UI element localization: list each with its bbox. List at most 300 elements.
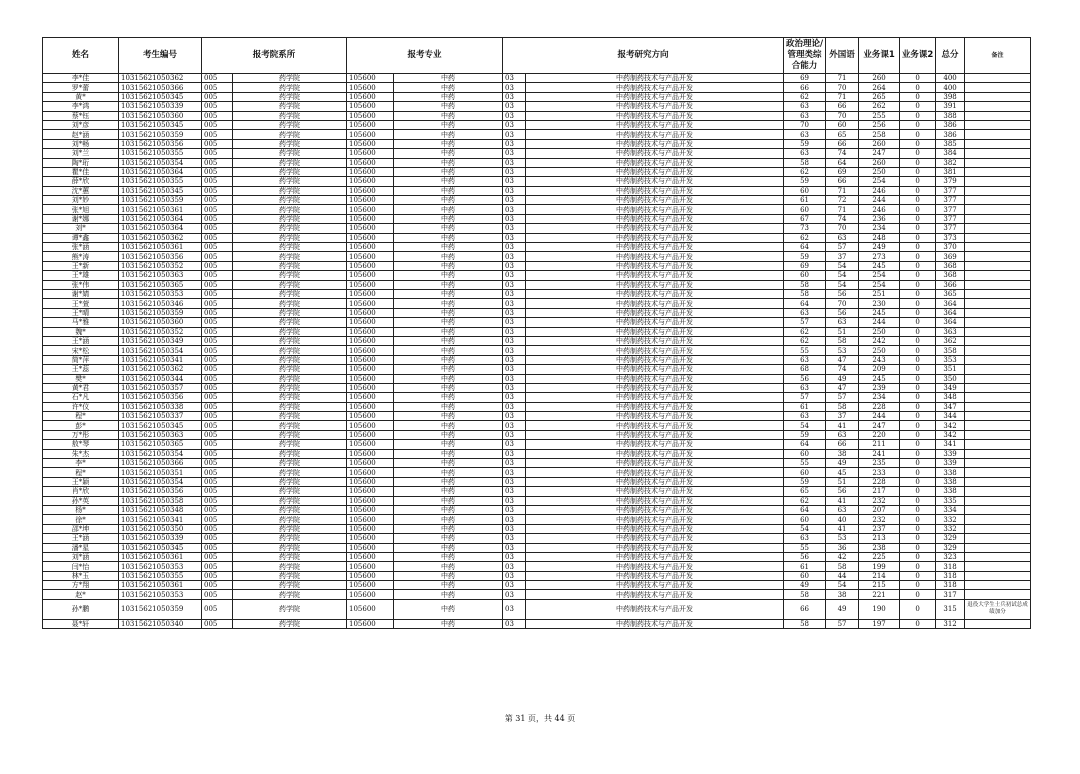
table-row [43, 271, 1031, 280]
politics-cell: 61 [784, 562, 826, 571]
major-code-cell: 105600 [347, 243, 394, 252]
name-cell: 刘*兰 [43, 149, 119, 158]
subj1-cell: 235 [859, 459, 900, 468]
dept-name-cell: 药学院 [233, 149, 347, 158]
dir-name-cell: 中药制药技术与产品开发 [526, 571, 784, 580]
dir-code-cell: 03 [503, 562, 526, 571]
exam-no-cell: 10315621050365 [119, 280, 202, 289]
major-name-cell: 中药 [394, 233, 503, 242]
table-row [43, 130, 1031, 139]
dept-code-cell: 005 [202, 233, 233, 242]
exam-no-cell: 10315621050361 [119, 243, 202, 252]
major-name-cell: 中药 [394, 139, 503, 148]
table-row [43, 571, 1031, 580]
major-code-cell: 105600 [347, 496, 394, 505]
name-cell: 宋*松 [43, 346, 119, 355]
dir-code-cell: 03 [503, 393, 526, 402]
major-name-cell: 中药 [394, 243, 503, 252]
subj1-cell: 254 [859, 280, 900, 289]
major-name-cell: 中药 [394, 412, 503, 421]
dir-name-cell: 中药制药技术与产品开发 [526, 205, 784, 214]
name-cell: 赵*涵 [43, 130, 119, 139]
dir-code-cell: 03 [503, 271, 526, 280]
major-name-cell: 中药 [394, 515, 503, 524]
exam-no-cell: 10315621050338 [119, 402, 202, 411]
table-row [43, 402, 1031, 411]
exam-no-cell: 10315621050356 [119, 487, 202, 496]
dir-name-cell: 中药制药技术与产品开发 [526, 346, 784, 355]
major-name-cell: 中药 [394, 205, 503, 214]
total-cell: 339 [936, 459, 965, 468]
remark-cell [965, 468, 1031, 477]
name-cell: 杨* [43, 505, 119, 514]
total-cell: 377 [936, 186, 965, 195]
major-name-cell: 中药 [394, 571, 503, 580]
total-cell: 400 [936, 74, 965, 83]
subj2-cell: 0 [900, 355, 936, 364]
dir-name-cell: 中药制药技术与产品开发 [526, 599, 784, 619]
exam-no-cell: 10315621050350 [119, 524, 202, 533]
table-row [43, 102, 1031, 111]
total-cell: 318 [936, 562, 965, 571]
major-code-cell: 105600 [347, 158, 394, 167]
subj2-cell: 0 [900, 599, 936, 619]
politics-cell: 66 [784, 83, 826, 92]
foreign-cell: 66 [826, 440, 859, 449]
total-cell: 342 [936, 430, 965, 439]
remark-cell [965, 327, 1031, 336]
major-name-cell: 中药 [394, 524, 503, 533]
exam-no-cell: 10315621050337 [119, 412, 202, 421]
foreign-cell: 44 [826, 571, 859, 580]
name-cell: 王*晴 [43, 308, 119, 317]
dept-code-cell: 005 [202, 196, 233, 205]
dept-code-cell: 005 [202, 149, 233, 158]
table-row [43, 224, 1031, 233]
page-footer: 第 31 页，共 44 页 [504, 714, 576, 723]
header-remark: 备注 [965, 38, 1031, 74]
table-row [43, 524, 1031, 533]
politics-cell: 60 [784, 205, 826, 214]
subj1-cell: 209 [859, 365, 900, 374]
total-cell: 398 [936, 92, 965, 101]
name-cell: 李*佳 [43, 74, 119, 83]
dept-code-cell: 005 [202, 327, 233, 336]
subj1-cell: 197 [859, 619, 900, 628]
politics-cell: 63 [784, 130, 826, 139]
major-name-cell: 中药 [394, 365, 503, 374]
major-code-cell: 105600 [347, 543, 394, 552]
foreign-cell: 71 [826, 186, 859, 195]
header-exam-no: 考生编号 [119, 38, 202, 74]
subj2-cell: 0 [900, 619, 936, 628]
dir-code-cell: 03 [503, 581, 526, 590]
major-code-cell: 105600 [347, 581, 394, 590]
politics-cell: 60 [784, 449, 826, 458]
dept-name-cell: 药学院 [233, 562, 347, 571]
dept-code-cell: 005 [202, 365, 233, 374]
dept-code-cell: 005 [202, 421, 233, 430]
remark-cell [965, 243, 1031, 252]
dir-name-cell: 中药制药技术与产品开发 [526, 149, 784, 158]
politics-cell: 58 [784, 289, 826, 298]
dir-name-cell: 中药制药技术与产品开发 [526, 393, 784, 402]
major-code-cell: 105600 [347, 562, 394, 571]
dept-code-cell: 005 [202, 383, 233, 392]
dir-code-cell: 03 [503, 130, 526, 139]
remark-cell [965, 477, 1031, 486]
dir-name-cell: 中药制药技术与产品开发 [526, 487, 784, 496]
subj2-cell: 0 [900, 196, 936, 205]
dept-code-cell: 005 [202, 318, 233, 327]
dept-name-cell: 药学院 [233, 515, 347, 524]
foreign-cell: 70 [826, 83, 859, 92]
dept-name-cell: 药学院 [233, 449, 347, 458]
politics-cell: 60 [784, 468, 826, 477]
dept-name-cell: 药学院 [233, 430, 347, 439]
dept-name-cell: 药学院 [233, 336, 347, 345]
major-name-cell: 中药 [394, 280, 503, 289]
subj2-cell: 0 [900, 581, 936, 590]
table-row [43, 252, 1031, 261]
table-row [43, 477, 1031, 486]
remark-cell [965, 365, 1031, 374]
politics-cell: 59 [784, 177, 826, 186]
dir-code-cell: 03 [503, 205, 526, 214]
major-name-cell: 中药 [394, 318, 503, 327]
major-name-cell: 中药 [394, 590, 503, 599]
major-name-cell: 中药 [394, 336, 503, 345]
politics-cell: 58 [784, 619, 826, 628]
name-cell: 黄* [43, 92, 119, 101]
foreign-cell: 37 [826, 412, 859, 421]
name-cell: 李*鸿 [43, 102, 119, 111]
table-row [43, 205, 1031, 214]
exam-no-cell: 10315621050364 [119, 224, 202, 233]
dept-code-cell: 005 [202, 186, 233, 195]
remark-cell [965, 505, 1031, 514]
dir-code-cell: 03 [503, 619, 526, 628]
name-cell: 薛*欣 [43, 177, 119, 186]
major-code-cell: 105600 [347, 74, 394, 83]
table-row [43, 308, 1031, 317]
remark-cell [965, 74, 1031, 83]
major-name-cell: 中药 [394, 111, 503, 120]
exam-no-cell: 10315621050359 [119, 599, 202, 619]
major-code-cell: 105600 [347, 393, 394, 402]
exam-no-cell: 10315621050353 [119, 289, 202, 298]
name-cell: 李* [43, 459, 119, 468]
subj1-cell: 220 [859, 430, 900, 439]
subj1-cell: 241 [859, 449, 900, 458]
name-cell: 潘*星 [43, 543, 119, 552]
subj1-cell: 214 [859, 571, 900, 580]
remark-cell [965, 252, 1031, 261]
remark-cell [965, 299, 1031, 308]
dept-code-cell: 005 [202, 459, 233, 468]
major-name-cell: 中药 [394, 534, 503, 543]
dept-code-cell: 005 [202, 224, 233, 233]
exam-no-cell: 10315621050349 [119, 336, 202, 345]
subj2-cell: 0 [900, 318, 936, 327]
dept-code-cell: 005 [202, 515, 233, 524]
politics-cell: 65 [784, 487, 826, 496]
foreign-cell: 65 [826, 130, 859, 139]
remark-cell [965, 214, 1031, 223]
total-cell: 339 [936, 449, 965, 458]
total-cell: 368 [936, 261, 965, 270]
exam-no-cell: 10315621050356 [119, 139, 202, 148]
major-code-cell: 105600 [347, 421, 394, 430]
dept-name-cell: 药学院 [233, 177, 347, 186]
dir-name-cell: 中药制药技术与产品开发 [526, 280, 784, 289]
dir-code-cell: 03 [503, 177, 526, 186]
dir-name-cell: 中药制药技术与产品开发 [526, 336, 784, 345]
dept-name-cell: 药学院 [233, 365, 347, 374]
remark-cell [965, 374, 1031, 383]
dept-name-cell: 药学院 [233, 468, 347, 477]
subj1-cell: 213 [859, 534, 900, 543]
subj1-cell: 260 [859, 158, 900, 167]
politics-cell: 55 [784, 543, 826, 552]
dir-name-cell: 中药制药技术与产品开发 [526, 243, 784, 252]
subj2-cell: 0 [900, 327, 936, 336]
total-cell: 377 [936, 196, 965, 205]
dept-name-cell: 药学院 [233, 524, 347, 533]
dir-name-cell: 中药制药技术与产品开发 [526, 524, 784, 533]
total-cell: 381 [936, 167, 965, 176]
remark-cell [965, 459, 1031, 468]
remark-cell [965, 421, 1031, 430]
total-cell: 348 [936, 393, 965, 402]
remark-cell [965, 402, 1031, 411]
name-cell: 方*翔 [43, 581, 119, 590]
name-cell: 谢*娜 [43, 214, 119, 223]
remark-cell [965, 102, 1031, 111]
remark-cell [965, 130, 1031, 139]
foreign-cell: 49 [826, 599, 859, 619]
foreign-cell: 54 [826, 581, 859, 590]
remark-cell [965, 196, 1031, 205]
total-cell: 364 [936, 318, 965, 327]
dir-code-cell: 03 [503, 111, 526, 120]
dir-code-cell: 03 [503, 383, 526, 392]
major-name-cell: 中药 [394, 158, 503, 167]
politics-cell: 61 [784, 196, 826, 205]
major-code-cell: 105600 [347, 318, 394, 327]
header-row [43, 38, 1031, 74]
header-total: 总分 [936, 38, 965, 74]
politics-cell: 62 [784, 92, 826, 101]
dir-name-cell: 中药制药技术与产品开发 [526, 468, 784, 477]
dir-name-cell: 中药制药技术与产品开发 [526, 562, 784, 571]
major-name-cell: 中药 [394, 619, 503, 628]
header-dept: 报考院系所 [202, 38, 347, 74]
name-cell: 徐* [43, 515, 119, 524]
exam-no-cell: 10315621050339 [119, 102, 202, 111]
total-cell: 379 [936, 177, 965, 186]
major-name-cell: 中药 [394, 327, 503, 336]
remark-cell: 退役大学生士兵初试总成绩加分 [965, 599, 1031, 619]
subj1-cell: 244 [859, 196, 900, 205]
politics-cell: 73 [784, 224, 826, 233]
name-cell: 王*涵 [43, 336, 119, 345]
major-code-cell: 105600 [347, 524, 394, 533]
exam-no-cell: 10315621050345 [119, 92, 202, 101]
remark-cell [965, 289, 1031, 298]
subj2-cell: 0 [900, 534, 936, 543]
exam-no-cell: 10315621050356 [119, 252, 202, 261]
exam-no-cell: 10315621050356 [119, 393, 202, 402]
exam-no-cell: 10315621050345 [119, 543, 202, 552]
politics-cell: 63 [784, 308, 826, 317]
dir-code-cell: 03 [503, 336, 526, 345]
table-row [43, 581, 1031, 590]
dept-code-cell: 005 [202, 111, 233, 120]
dept-name-cell: 药学院 [233, 205, 347, 214]
subj1-cell: 264 [859, 83, 900, 92]
major-name-cell: 中药 [394, 92, 503, 101]
dir-code-cell: 03 [503, 83, 526, 92]
dept-name-cell: 药学院 [233, 412, 347, 421]
subj1-cell: 237 [859, 524, 900, 533]
total-cell: 358 [936, 346, 965, 355]
name-cell: 马*雅 [43, 318, 119, 327]
politics-cell: 54 [784, 524, 826, 533]
dir-name-cell: 中药制药技术与产品开发 [526, 440, 784, 449]
table-row [43, 120, 1031, 129]
major-name-cell: 中药 [394, 505, 503, 514]
dept-name-cell: 药学院 [233, 130, 347, 139]
major-name-cell: 中药 [394, 196, 503, 205]
dir-name-cell: 中药制药技术与产品开发 [526, 111, 784, 120]
subj2-cell: 0 [900, 552, 936, 561]
dir-code-cell: 03 [503, 233, 526, 242]
remark-cell [965, 440, 1031, 449]
exam-no-cell: 10315621050355 [119, 177, 202, 186]
subj1-cell: 215 [859, 581, 900, 590]
dir-code-cell: 03 [503, 430, 526, 439]
major-code-cell: 105600 [347, 468, 394, 477]
table-row [43, 318, 1031, 327]
dept-name-cell: 药学院 [233, 355, 347, 364]
major-code-cell: 105600 [347, 196, 394, 205]
dir-name-cell: 中药制药技术与产品开发 [526, 167, 784, 176]
exam-no-cell: 10315621050345 [119, 186, 202, 195]
remark-cell [965, 139, 1031, 148]
major-code-cell: 105600 [347, 383, 394, 392]
politics-cell: 55 [784, 346, 826, 355]
subj2-cell: 0 [900, 224, 936, 233]
dept-code-cell: 005 [202, 430, 233, 439]
dir-name-cell: 中药制药技术与产品开发 [526, 449, 784, 458]
foreign-cell: 56 [826, 308, 859, 317]
dept-code-cell: 005 [202, 158, 233, 167]
exam-no-cell: 10315621050364 [119, 214, 202, 223]
major-code-cell: 105600 [347, 139, 394, 148]
dept-code-cell: 005 [202, 214, 233, 223]
foreign-cell: 57 [826, 393, 859, 402]
major-code-cell: 105600 [347, 552, 394, 561]
remark-cell [965, 346, 1031, 355]
dir-code-cell: 03 [503, 412, 526, 421]
name-cell: 刘*彦 [43, 120, 119, 129]
exam-no-cell: 10315621050362 [119, 74, 202, 83]
major-code-cell: 105600 [347, 619, 394, 628]
remark-cell [965, 543, 1031, 552]
remark-cell [965, 524, 1031, 533]
subj1-cell: 260 [859, 74, 900, 83]
name-cell: 万*彤 [43, 430, 119, 439]
dir-name-cell: 中药制药技术与产品开发 [526, 92, 784, 101]
foreign-cell: 57 [826, 619, 859, 628]
total-cell: 369 [936, 252, 965, 261]
subj1-cell: 258 [859, 130, 900, 139]
major-code-cell: 105600 [347, 252, 394, 261]
dir-code-cell: 03 [503, 139, 526, 148]
dir-code-cell: 03 [503, 92, 526, 101]
major-name-cell: 中药 [394, 421, 503, 430]
major-code-cell: 105600 [347, 149, 394, 158]
politics-cell: 63 [784, 149, 826, 158]
dir-name-cell: 中药制药技术与产品开发 [526, 271, 784, 280]
remark-cell [965, 393, 1031, 402]
total-cell: 341 [936, 440, 965, 449]
major-code-cell: 105600 [347, 440, 394, 449]
table-row [43, 233, 1031, 242]
major-code-cell: 105600 [347, 92, 394, 101]
politics-cell: 69 [784, 261, 826, 270]
name-cell: 陶*珩 [43, 158, 119, 167]
subj2-cell: 0 [900, 299, 936, 308]
foreign-cell: 41 [826, 524, 859, 533]
dir-name-cell: 中药制药技术与产品开发 [526, 224, 784, 233]
dir-code-cell: 03 [503, 449, 526, 458]
subj2-cell: 0 [900, 177, 936, 186]
exam-no-cell: 10315621050363 [119, 271, 202, 280]
major-name-cell: 中药 [394, 186, 503, 195]
table-row [43, 543, 1031, 552]
name-cell: 张*伟 [43, 280, 119, 289]
dir-code-cell: 03 [503, 374, 526, 383]
dir-name-cell: 中药制药技术与产品开发 [526, 515, 784, 524]
subj2-cell: 0 [900, 139, 936, 148]
major-name-cell: 中药 [394, 83, 503, 92]
total-cell: 362 [936, 336, 965, 345]
subj2-cell: 0 [900, 374, 936, 383]
dept-code-cell: 005 [202, 590, 233, 599]
exam-no-cell: 10315621050351 [119, 468, 202, 477]
dept-code-cell: 005 [202, 619, 233, 628]
major-code-cell: 105600 [347, 571, 394, 580]
dir-code-cell: 03 [503, 505, 526, 514]
name-cell: 孙*英 [43, 496, 119, 505]
dept-name-cell: 药学院 [233, 111, 347, 120]
major-name-cell: 中药 [394, 552, 503, 561]
table-row [43, 111, 1031, 120]
politics-cell: 59 [784, 430, 826, 439]
table-row [43, 552, 1031, 561]
subj1-cell: 250 [859, 327, 900, 336]
dept-name-cell: 药学院 [233, 289, 347, 298]
name-cell: 石*凡 [43, 393, 119, 402]
politics-cell: 62 [784, 327, 826, 336]
total-cell: 342 [936, 421, 965, 430]
table-row [43, 449, 1031, 458]
dept-name-cell: 药学院 [233, 243, 347, 252]
dir-code-cell: 03 [503, 496, 526, 505]
foreign-cell: 49 [826, 459, 859, 468]
